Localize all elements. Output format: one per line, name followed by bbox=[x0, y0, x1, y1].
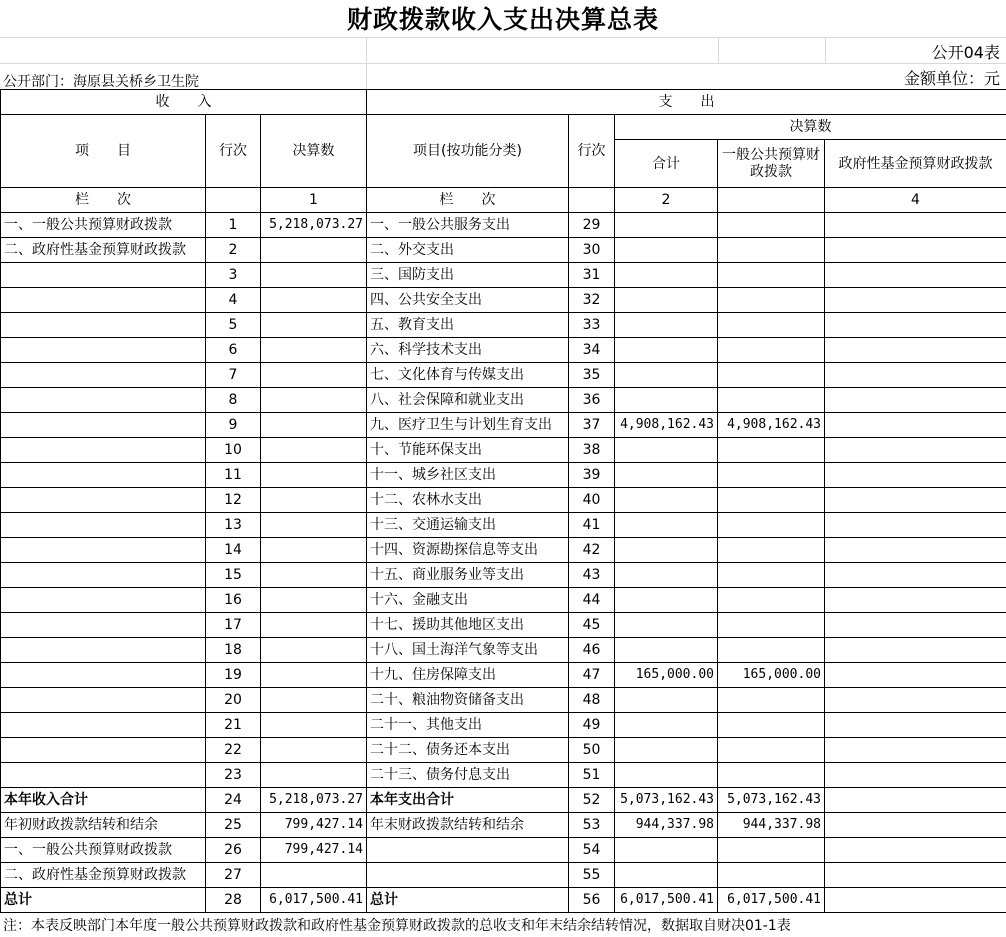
table-row bbox=[1, 738, 1006, 763]
expense-fund-cell bbox=[825, 288, 1006, 313]
income-row-no-cell: 27 bbox=[206, 863, 261, 888]
table-row bbox=[1, 663, 1006, 688]
form-id: 公开04表 bbox=[931, 43, 1000, 62]
expense-general-cell bbox=[718, 738, 825, 763]
table-row bbox=[1, 813, 1006, 838]
expense-general-cell bbox=[718, 588, 825, 613]
expense-item-cell: 一、一般公共服务支出 bbox=[367, 213, 569, 238]
table-row bbox=[1, 488, 1006, 513]
table-row bbox=[1, 763, 1006, 788]
expense-item-cell: 十、节能环保支出 bbox=[367, 438, 569, 463]
income-row-no-cell: 17 bbox=[206, 613, 261, 638]
expense-fund-cell bbox=[825, 838, 1006, 863]
grid-line bbox=[0, 63, 1006, 64]
income-amount-cell bbox=[261, 263, 367, 288]
table-row bbox=[1, 263, 1006, 288]
expense-row-no-cell: 45 bbox=[569, 613, 615, 638]
final-amount-header: 决算数 bbox=[615, 115, 1006, 140]
expense-item-cell: 年末财政拨款结转和结余 bbox=[367, 813, 569, 838]
expense-item-cell: 三、国防支出 bbox=[367, 263, 569, 288]
expense-row-no-cell: 47 bbox=[569, 663, 615, 688]
table-row bbox=[1, 613, 1006, 638]
table-row bbox=[1, 388, 1006, 413]
income-amount-cell bbox=[261, 638, 367, 663]
expense-total-cell bbox=[615, 688, 718, 713]
expense-fund-cell bbox=[825, 638, 1006, 663]
expense-general-cell: 4,908,162.43 bbox=[718, 413, 825, 438]
income-row-no-cell: 22 bbox=[206, 738, 261, 763]
amount-unit: 金额单位：元 bbox=[903, 69, 1000, 88]
header-row-2 bbox=[1, 115, 1006, 140]
expense-row-no-cell: 34 bbox=[569, 338, 615, 363]
table-row bbox=[1, 838, 1006, 863]
expense-item-cell: 二十、粮油物资储备支出 bbox=[367, 688, 569, 713]
expense-fund-cell bbox=[825, 688, 1006, 713]
expense-general-cell: 6,017,500.41 bbox=[718, 888, 825, 913]
income-item-cell bbox=[1, 738, 206, 763]
income-amount-cell bbox=[261, 288, 367, 313]
expense-fund-cell bbox=[825, 313, 1006, 338]
expense-row-no-cell: 50 bbox=[569, 738, 615, 763]
table-row bbox=[1, 238, 1006, 263]
expense-fund-cell bbox=[825, 413, 1006, 438]
expense-item-cell: 二十二、债务还本支出 bbox=[367, 738, 569, 763]
expense-item-cell: 六、科学技术支出 bbox=[367, 338, 569, 363]
table-row bbox=[1, 363, 1006, 388]
expense-fund-cell bbox=[825, 488, 1006, 513]
income-row-no-cell: 3 bbox=[206, 263, 261, 288]
expense-fund-cell bbox=[825, 563, 1006, 588]
expense-total-cell bbox=[615, 863, 718, 888]
expense-total-cell bbox=[615, 738, 718, 763]
expense-general-cell bbox=[718, 338, 825, 363]
expense-fund-cell bbox=[825, 863, 1006, 888]
row-no-header-2: 行次 bbox=[569, 115, 615, 188]
expense-general-cell bbox=[718, 688, 825, 713]
income-amount-cell bbox=[261, 363, 367, 388]
table-row bbox=[1, 313, 1006, 338]
income-amount-cell bbox=[261, 388, 367, 413]
grid-line bbox=[825, 37, 826, 63]
table-row bbox=[1, 438, 1006, 463]
income-item-cell: 年初财政拨款结转和结余 bbox=[1, 813, 206, 838]
expense-fund-cell bbox=[825, 813, 1006, 838]
income-item-cell bbox=[1, 663, 206, 688]
gov-fund-header: 政府性基金预算财政拨款 bbox=[825, 140, 1006, 188]
income-amount-cell bbox=[261, 238, 367, 263]
expense-total-cell bbox=[615, 488, 718, 513]
column-2: 2 bbox=[615, 188, 718, 213]
expense-row-no-cell: 32 bbox=[569, 288, 615, 313]
expense-general-cell: 944,337.98 bbox=[718, 813, 825, 838]
expense-row-no-cell: 41 bbox=[569, 513, 615, 538]
expense-row-no-cell: 37 bbox=[569, 413, 615, 438]
income-item-cell bbox=[1, 263, 206, 288]
income-amount-cell bbox=[261, 488, 367, 513]
expense-item-cell: 二、外交支出 bbox=[367, 238, 569, 263]
expense-total-cell bbox=[615, 513, 718, 538]
income-item-cell bbox=[1, 563, 206, 588]
table-row bbox=[1, 213, 1006, 238]
income-amount-cell: 5,218,073.27 bbox=[261, 213, 367, 238]
expense-total-cell: 5,073,162.43 bbox=[615, 788, 718, 813]
expense-item-cell: 七、文化体育与传媒支出 bbox=[367, 363, 569, 388]
income-item-cell: 二、政府性基金预算财政拨款 bbox=[1, 238, 206, 263]
income-item-cell bbox=[1, 463, 206, 488]
expense-general-cell bbox=[718, 313, 825, 338]
expense-fund-cell bbox=[825, 613, 1006, 638]
expense-total-cell bbox=[615, 338, 718, 363]
expense-total-cell bbox=[615, 313, 718, 338]
expense-fund-cell bbox=[825, 363, 1006, 388]
expense-row-no-cell: 54 bbox=[569, 838, 615, 863]
fiscal-summary-table bbox=[0, 89, 1006, 913]
income-amount-cell: 6,017,500.41 bbox=[261, 888, 367, 913]
report-title: 财政拨款收入支出决算总表 bbox=[346, 5, 659, 34]
table-row bbox=[1, 888, 1006, 913]
income-row-no-cell: 18 bbox=[206, 638, 261, 663]
expense-item-cell: 十八、国土海洋气象等支出 bbox=[367, 638, 569, 663]
column-label-2: 栏 次 bbox=[367, 188, 569, 213]
table-row bbox=[1, 788, 1006, 813]
expense-total-cell bbox=[615, 613, 718, 638]
expense-row-no-cell: 33 bbox=[569, 313, 615, 338]
expense-row-no-cell: 43 bbox=[569, 563, 615, 588]
item-header: 项 目 bbox=[1, 115, 206, 188]
income-row-no-cell: 9 bbox=[206, 413, 261, 438]
income-row-no-cell: 20 bbox=[206, 688, 261, 713]
income-row-no-cell: 15 bbox=[206, 563, 261, 588]
footnote: 注：本表反映部门本年度一般公共预算财政拨款和政府性基金预算财政拨款的总收支和年末结余结转情况，数据取自财决01-1表 bbox=[3, 918, 791, 934]
expense-total-cell bbox=[615, 638, 718, 663]
expense-general-cell bbox=[718, 763, 825, 788]
expense-general-cell bbox=[718, 463, 825, 488]
expense-item-cell: 总计 bbox=[367, 888, 569, 913]
income-amount-cell: 799,427.14 bbox=[261, 838, 367, 863]
expense-fund-cell bbox=[825, 763, 1006, 788]
expense-fund-cell bbox=[825, 238, 1006, 263]
income-amount-cell bbox=[261, 313, 367, 338]
income-item-cell bbox=[1, 513, 206, 538]
income-row-no-cell: 21 bbox=[206, 713, 261, 738]
expense-item-cell: 十一、城乡社区支出 bbox=[367, 463, 569, 488]
expense-row-no-cell: 52 bbox=[569, 788, 615, 813]
grid-line bbox=[718, 37, 719, 63]
expense-general-cell bbox=[718, 288, 825, 313]
table-row bbox=[1, 863, 1006, 888]
expense-fund-cell bbox=[825, 388, 1006, 413]
column-1: 1 bbox=[261, 188, 367, 213]
expense-fund-cell bbox=[825, 338, 1006, 363]
income-item-cell bbox=[1, 363, 206, 388]
expense-row-no-cell: 31 bbox=[569, 263, 615, 288]
income-item-cell bbox=[1, 713, 206, 738]
expense-general-cell bbox=[718, 838, 825, 863]
expense-row-no-cell: 48 bbox=[569, 688, 615, 713]
income-amount-cell bbox=[261, 463, 367, 488]
expense-fund-cell bbox=[825, 438, 1006, 463]
grid-line bbox=[366, 37, 367, 89]
income-amount-cell bbox=[261, 613, 367, 638]
income-amount-cell bbox=[261, 663, 367, 688]
expense-total-cell bbox=[615, 238, 718, 263]
expense-general-cell bbox=[718, 238, 825, 263]
expense-total-cell: 165,000.00 bbox=[615, 663, 718, 688]
income-item-cell bbox=[1, 413, 206, 438]
expense-fund-cell bbox=[825, 788, 1006, 813]
amount-header: 决算数 bbox=[261, 115, 367, 188]
expense-item-cell bbox=[367, 863, 569, 888]
table-row bbox=[1, 338, 1006, 363]
table-row bbox=[1, 413, 1006, 438]
table-row bbox=[1, 563, 1006, 588]
expense-row-no-cell: 36 bbox=[569, 388, 615, 413]
income-item-cell bbox=[1, 763, 206, 788]
income-item-cell bbox=[1, 588, 206, 613]
expense-total-cell bbox=[615, 463, 718, 488]
expense-fund-cell bbox=[825, 538, 1006, 563]
expense-row-no-cell: 55 bbox=[569, 863, 615, 888]
expense-general-cell bbox=[718, 213, 825, 238]
income-item-cell bbox=[1, 388, 206, 413]
income-amount-cell bbox=[261, 338, 367, 363]
expense-general-cell bbox=[718, 613, 825, 638]
expense-general-cell bbox=[718, 513, 825, 538]
expense-fund-cell bbox=[825, 738, 1006, 763]
expense-general-cell bbox=[718, 363, 825, 388]
expense-general-cell bbox=[718, 863, 825, 888]
table-row bbox=[1, 688, 1006, 713]
expense-total-cell bbox=[615, 763, 718, 788]
expense-fund-cell bbox=[825, 513, 1006, 538]
income-item-cell: 总计 bbox=[1, 888, 206, 913]
expense-general-cell bbox=[718, 263, 825, 288]
income-row-no-cell: 14 bbox=[206, 538, 261, 563]
expense-row-no-cell: 29 bbox=[569, 213, 615, 238]
expense-row-no-cell: 51 bbox=[569, 763, 615, 788]
income-row-no-cell: 10 bbox=[206, 438, 261, 463]
column-index-row bbox=[1, 188, 1006, 213]
expense-item-cell: 十九、住房保障支出 bbox=[367, 663, 569, 688]
income-row-no-cell: 28 bbox=[206, 888, 261, 913]
expense-item-cell: 十二、农林水支出 bbox=[367, 488, 569, 513]
total-header: 合计 bbox=[615, 140, 718, 188]
expense-total-cell bbox=[615, 388, 718, 413]
income-amount-cell bbox=[261, 688, 367, 713]
department-label: 公开部门：海原县关桥乡卫生院 bbox=[3, 74, 199, 90]
expense-fund-cell bbox=[825, 663, 1006, 688]
expense-item-cell: 十三、交通运输支出 bbox=[367, 513, 569, 538]
income-row-no-cell: 25 bbox=[206, 813, 261, 838]
income-item-cell bbox=[1, 338, 206, 363]
expense-row-no-cell: 30 bbox=[569, 238, 615, 263]
expense-row-no-cell: 40 bbox=[569, 488, 615, 513]
expense-total-cell bbox=[615, 588, 718, 613]
expense-total-cell bbox=[615, 713, 718, 738]
expense-fund-cell bbox=[825, 588, 1006, 613]
expense-item-cell: 本年支出合计 bbox=[367, 788, 569, 813]
expense-row-no-cell: 49 bbox=[569, 713, 615, 738]
expense-general-cell bbox=[718, 488, 825, 513]
item-func-header: 项目(按功能分类) bbox=[367, 115, 569, 188]
income-item-cell bbox=[1, 538, 206, 563]
expense-item-cell: 八、社会保障和就业支出 bbox=[367, 388, 569, 413]
expense-row-no-cell: 42 bbox=[569, 538, 615, 563]
expense-total-cell: 4,908,162.43 bbox=[615, 413, 718, 438]
income-amount-cell: 5,218,073.27 bbox=[261, 788, 367, 813]
expense-item-cell: 四、公共安全支出 bbox=[367, 288, 569, 313]
grid-line bbox=[0, 37, 1006, 38]
expense-general-cell bbox=[718, 538, 825, 563]
income-header: 收 入 bbox=[1, 90, 367, 115]
income-amount-cell bbox=[261, 763, 367, 788]
expense-item-cell: 二十三、债务付息支出 bbox=[367, 763, 569, 788]
income-row-no-cell: 8 bbox=[206, 388, 261, 413]
expense-total-cell: 6,017,500.41 bbox=[615, 888, 718, 913]
income-amount-cell bbox=[261, 588, 367, 613]
row-no-header: 行次 bbox=[206, 115, 261, 188]
income-item-cell bbox=[1, 688, 206, 713]
table-row bbox=[1, 588, 1006, 613]
expense-fund-cell bbox=[825, 463, 1006, 488]
income-amount-cell bbox=[261, 713, 367, 738]
expense-general-cell bbox=[718, 638, 825, 663]
expense-fund-cell bbox=[825, 888, 1006, 913]
income-item-cell bbox=[1, 288, 206, 313]
income-row-no-cell: 11 bbox=[206, 463, 261, 488]
expense-row-no-cell: 44 bbox=[569, 588, 615, 613]
income-item-cell bbox=[1, 488, 206, 513]
empty-cell bbox=[206, 188, 261, 213]
income-row-no-cell: 2 bbox=[206, 238, 261, 263]
expense-general-cell bbox=[718, 438, 825, 463]
expense-total-cell bbox=[615, 838, 718, 863]
income-item-cell: 一、一般公共预算财政拨款 bbox=[1, 213, 206, 238]
expense-item-cell: 十四、资源勘探信息等支出 bbox=[367, 538, 569, 563]
income-row-no-cell: 26 bbox=[206, 838, 261, 863]
expense-total-cell bbox=[615, 363, 718, 388]
empty-cell bbox=[718, 188, 825, 213]
expense-header: 支 出 bbox=[367, 90, 1006, 115]
income-row-no-cell: 16 bbox=[206, 588, 261, 613]
expense-item-cell: 二十一、其他支出 bbox=[367, 713, 569, 738]
expense-general-cell: 165,000.00 bbox=[718, 663, 825, 688]
expense-general-cell: 5,073,162.43 bbox=[718, 788, 825, 813]
table-row bbox=[1, 538, 1006, 563]
income-row-no-cell: 7 bbox=[206, 363, 261, 388]
expense-row-no-cell: 35 bbox=[569, 363, 615, 388]
expense-row-no-cell: 38 bbox=[569, 438, 615, 463]
income-item-cell bbox=[1, 638, 206, 663]
expense-general-cell bbox=[718, 713, 825, 738]
expense-item-cell bbox=[367, 838, 569, 863]
income-row-no-cell: 13 bbox=[206, 513, 261, 538]
income-row-no-cell: 1 bbox=[206, 213, 261, 238]
income-row-no-cell: 23 bbox=[206, 763, 261, 788]
expense-total-cell bbox=[615, 288, 718, 313]
expense-general-cell bbox=[718, 563, 825, 588]
expense-row-no-cell: 53 bbox=[569, 813, 615, 838]
expense-item-cell: 十五、商业服务业等支出 bbox=[367, 563, 569, 588]
expense-general-cell bbox=[718, 388, 825, 413]
table-row bbox=[1, 638, 1006, 663]
income-amount-cell bbox=[261, 438, 367, 463]
expense-item-cell: 十六、金融支出 bbox=[367, 588, 569, 613]
income-item-cell: 一、一般公共预算财政拨款 bbox=[1, 838, 206, 863]
expense-total-cell bbox=[615, 213, 718, 238]
income-row-no-cell: 19 bbox=[206, 663, 261, 688]
empty-cell bbox=[569, 188, 615, 213]
header-row-1 bbox=[1, 90, 1006, 115]
expense-fund-cell bbox=[825, 263, 1006, 288]
income-amount-cell: 799,427.14 bbox=[261, 813, 367, 838]
expense-total-cell: 944,337.98 bbox=[615, 813, 718, 838]
income-item-cell bbox=[1, 613, 206, 638]
income-row-no-cell: 12 bbox=[206, 488, 261, 513]
expense-total-cell bbox=[615, 263, 718, 288]
income-row-no-cell: 6 bbox=[206, 338, 261, 363]
income-row-no-cell: 5 bbox=[206, 313, 261, 338]
income-item-cell bbox=[1, 438, 206, 463]
income-amount-cell bbox=[261, 738, 367, 763]
table-row bbox=[1, 463, 1006, 488]
income-item-cell: 二、政府性基金预算财政拨款 bbox=[1, 863, 206, 888]
expense-item-cell: 十七、援助其他地区支出 bbox=[367, 613, 569, 638]
general-budget-header: 一般公共预算财政拨款 bbox=[718, 140, 825, 188]
income-amount-cell bbox=[261, 413, 367, 438]
expense-item-cell: 九、医疗卫生与计划生育支出 bbox=[367, 413, 569, 438]
income-amount-cell bbox=[261, 863, 367, 888]
table-row bbox=[1, 288, 1006, 313]
expense-total-cell bbox=[615, 563, 718, 588]
expense-row-no-cell: 46 bbox=[569, 638, 615, 663]
income-amount-cell bbox=[261, 538, 367, 563]
expense-row-no-cell: 56 bbox=[569, 888, 615, 913]
income-amount-cell bbox=[261, 563, 367, 588]
column-4: 4 bbox=[825, 188, 1006, 213]
expense-fund-cell bbox=[825, 713, 1006, 738]
income-amount-cell bbox=[261, 513, 367, 538]
table-row bbox=[1, 713, 1006, 738]
column-label: 栏 次 bbox=[1, 188, 206, 213]
expense-total-cell bbox=[615, 438, 718, 463]
table-row bbox=[1, 513, 1006, 538]
expense-row-no-cell: 39 bbox=[569, 463, 615, 488]
expense-item-cell: 五、教育支出 bbox=[367, 313, 569, 338]
income-row-no-cell: 24 bbox=[206, 788, 261, 813]
income-item-cell bbox=[1, 313, 206, 338]
expense-fund-cell bbox=[825, 213, 1006, 238]
income-item-cell: 本年收入合计 bbox=[1, 788, 206, 813]
expense-total-cell bbox=[615, 538, 718, 563]
income-row-no-cell: 4 bbox=[206, 288, 261, 313]
